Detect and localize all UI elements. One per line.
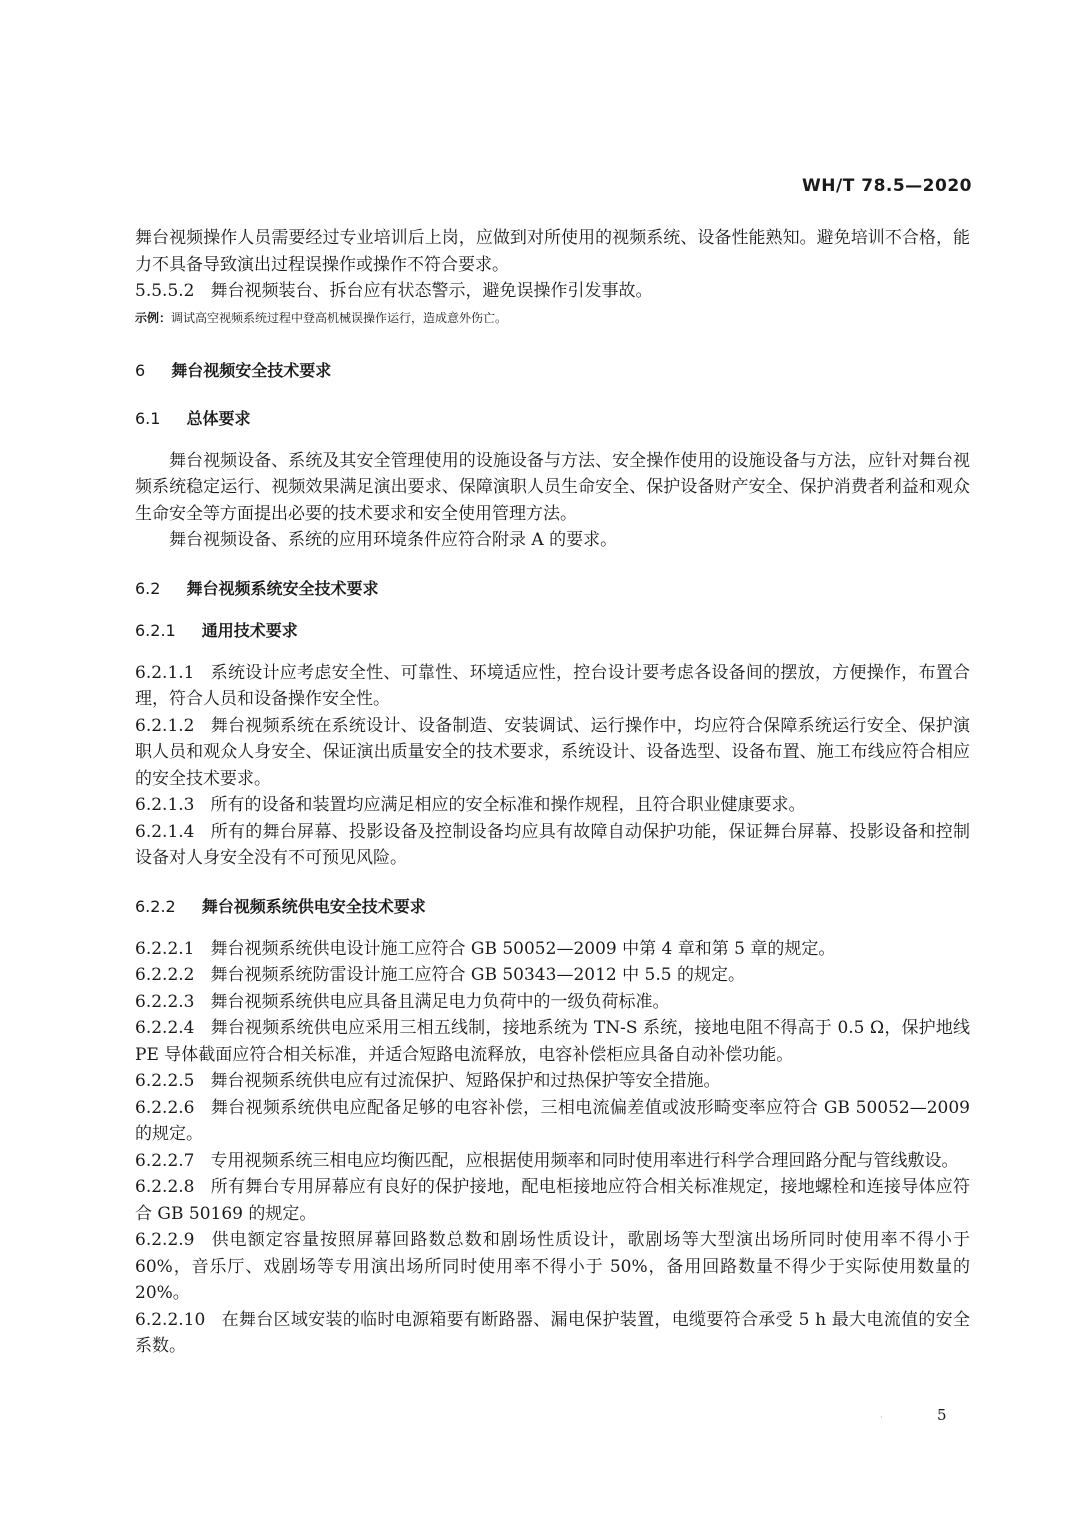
document-code: WH/T 78.5—2020 (802, 176, 972, 196)
clause (135, 1095, 970, 1148)
section-title: 总体要求 (186, 408, 251, 428)
section-number: 6.2.1 (135, 620, 176, 640)
clause-text: 所有的舞台屏幕、投影设备及控制设备均应具有故障自动保护功能，保证舞台屏幕、投影设备和控制设备对人身安全没有不可预见风险。 (135, 821, 970, 868)
section-title: 舞台视频安全技术要求 (171, 360, 332, 380)
clause-text: 在舞台区域安装的临时电源箱要有断路器、漏电保护装置，电缆要符合承受 5 h 最大电流值的安全系数。 (135, 1309, 970, 1356)
section-title: 舞台视频系统供电安全技术要求 (201, 896, 426, 916)
section-6-2-1-heading (135, 618, 970, 644)
example-note (135, 308, 970, 328)
clause-number: 6.2.2.8 (135, 1177, 195, 1197)
clause (135, 1148, 970, 1175)
section-6-heading (135, 358, 970, 384)
clause (135, 1227, 970, 1307)
section-number: 6.2.2 (135, 896, 176, 916)
example-text: 调试高空视频系统过程中登高机械误操作运行，造成意外伤亡。 (171, 310, 508, 325)
page-body (135, 225, 970, 1360)
clause-text: 舞台视频系统防雷设计施工应符合 GB 50343—2012 中 5.5 的规定。 (210, 965, 745, 985)
clause (135, 989, 970, 1016)
clause-text: 舞台视频系统在系统设计、设备制造、安装调试、运行操作中，均应符合保障系统运行安全、保护演职人员和观众人身安全、保证演出质量安全的技术要求，系统设计、设备选型、设备布置、施工布线应符合相应的安全技术要求。 (135, 715, 970, 789)
clause-text: 所有舞台专用屏幕应有良好的保护接地，配电柜接地应符合相关标准规定，接地螺栓和连接导体应符合 GB 50169 的规定。 (135, 1177, 970, 1224)
clause (135, 1015, 970, 1068)
clause-text: 舞台视频装台、拆台应有状态警示，避免误操作引发事故。 (210, 281, 653, 301)
section-6-1-paragraph-2: 舞台视频设备、系统的应用环境条件应符合附录 A 的要求。 (169, 530, 618, 550)
clause-number: 6.2.1.1 (135, 662, 195, 683)
section-6-2-heading (135, 576, 970, 602)
clause-text: 舞台视频系统供电应配备足够的电容补偿，三相电流偏差值或波形畸变率应符合 GB 50052—2009 的规定。 (135, 1097, 970, 1144)
section-number: 6.1 (135, 408, 161, 428)
clause-text: 舞台视频系统供电应采用三相五线制，接地系统为 TN-S 系统，接地电阻不得高于 0.5 Ω，保护地线 PE 导体截面应符合相关标准，并适合短路电流释放，电容补偿柜应具备自动补偿功能。 (135, 1018, 970, 1065)
clause-number: 6.2.1.4 (135, 821, 195, 842)
clause (135, 936, 970, 963)
clause-number: 6.2.2.5 (135, 1071, 195, 1091)
clause-text: 供电额定容量按照屏幕回路数总数和剧场性质设计，歌剧场等大型演出场所同时使用率不得小于 60%，音乐厅、戏剧场等专用演出场所同时使用率不得小于 50%，备用回路数量不得少于实际使用数量的 20%。 (135, 1230, 970, 1303)
section-number: 6 (135, 360, 146, 380)
scan-speck: · (880, 1413, 883, 1422)
clause-text: 舞台视频系统供电应有过流保护、短路保护和过热保护等安全措施。 (210, 1071, 721, 1091)
clause-number: 6.2.2.2 (135, 965, 195, 985)
clause (135, 660, 970, 713)
clause (135, 713, 970, 793)
clause-number: 6.2.2.3 (135, 991, 195, 1012)
clause (135, 792, 970, 819)
clause (135, 1307, 970, 1360)
clause (135, 962, 970, 989)
section-6-1-paragraph-1: 舞台视频设备、系统及其安全管理使用的设施设备与方法、安全操作使用的设施设备与方法，应针对舞台视频系统稳定运行、视频效果满足演出要求、保障演职人员生命安全、保护设备财产安全、保护消费者利益和观众生命安全等方面提出必要的技术要求和安全使用管理方法。 (135, 450, 970, 524)
clause-5-5-5-2 (135, 278, 970, 305)
clause-number: 6.2.1.3 (135, 795, 195, 815)
clause-text: 舞台视频系统供电应具备且满足电力负荷中的一级负荷标准。 (210, 991, 670, 1012)
intro-paragraph: 舞台视频操作人员需要经过专业培训后上岗，应做到对所使用的视频系统、设备性能熟知。避免培训不合格，能力不具备导致演出过程误操作或操作不符合要求。 (135, 228, 970, 275)
clauses-6-2-2 (135, 936, 970, 1360)
clause (135, 1068, 970, 1095)
clause-text: 系统设计应考虑安全性、可靠性、环境适应性，控台设计要考虑各设备间的摆放，方便操作，布置合理，符合人员和设备操作安全性。 (135, 662, 970, 709)
clause-text: 舞台视频系统供电设计施工应符合 GB 50052—2009 中第 4 章和第 5 章的规定。 (210, 938, 836, 959)
clause-text: 专用视频系统三相电应均衡匹配，应根据使用频率和同时使用率进行科学合理回路分配与管线敷设。 (210, 1150, 959, 1171)
clauses-6-2-1 (135, 660, 970, 872)
clause-number: 6.2.2.4 (135, 1018, 195, 1038)
clause (135, 1174, 970, 1227)
page-number: 5 (937, 1406, 947, 1424)
clause-number: 6.2.2.9 (135, 1230, 195, 1250)
clause-number: 6.2.2.7 (135, 1150, 195, 1171)
example-label: 示例： (135, 310, 172, 325)
clause-number: 6.2.2.10 (135, 1309, 206, 1330)
section-number: 6.2 (135, 578, 161, 598)
clause-text: 所有的设备和装置均应满足相应的安全标准和操作规程，且符合职业健康要求。 (210, 795, 806, 815)
clause-number: 5.5.5.2 (135, 281, 195, 301)
section-6-1-heading (135, 406, 970, 432)
section-6-2-2-heading (135, 894, 970, 920)
clause-number: 6.2.2.6 (135, 1097, 195, 1118)
section-title: 通用技术要求 (201, 620, 298, 640)
section-title: 舞台视频系统安全技术要求 (186, 578, 379, 598)
clause-number: 6.2.2.1 (135, 938, 195, 959)
clause-number: 6.2.1.2 (135, 715, 195, 736)
clause (135, 819, 970, 872)
